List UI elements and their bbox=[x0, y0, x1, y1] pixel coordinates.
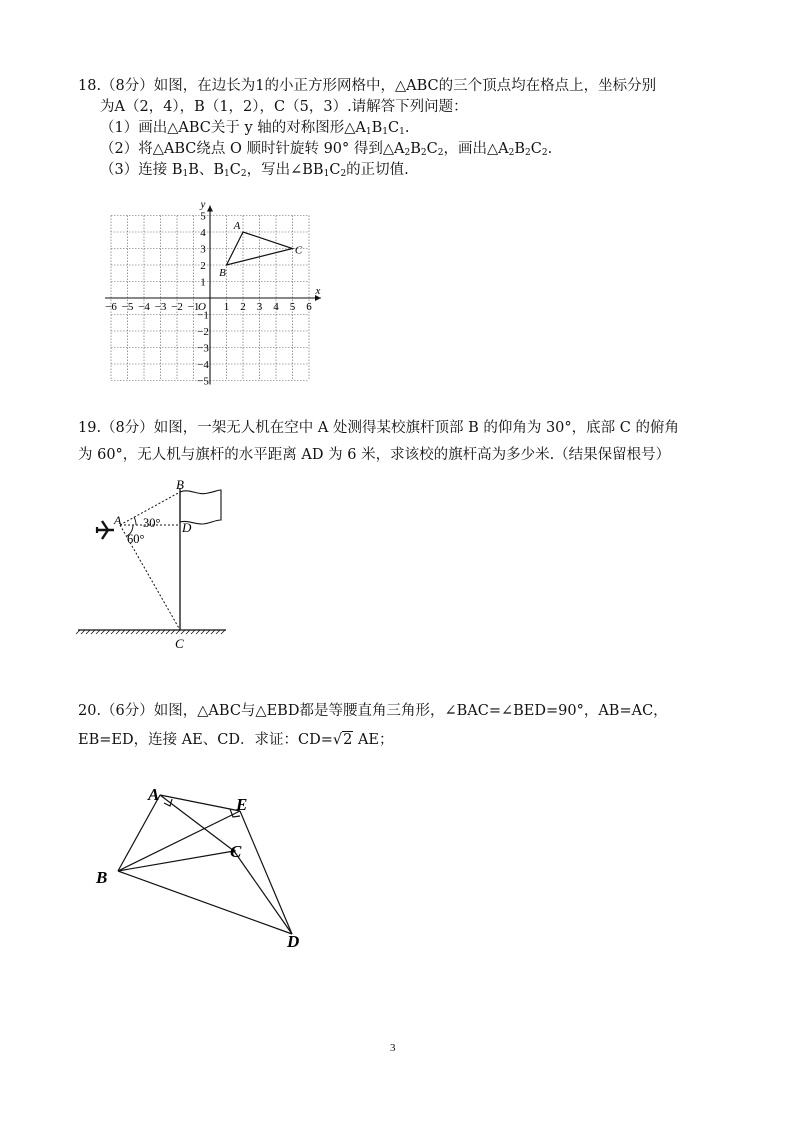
triangles-figure bbox=[90, 782, 320, 954]
q18-part1-sub-b: 1 bbox=[382, 127, 389, 137]
q18-part3-b: B、B bbox=[188, 162, 225, 178]
right-angle-a bbox=[164, 799, 172, 806]
q18-part2-sub-e: 2 bbox=[525, 148, 531, 158]
y-tick-label: −1 bbox=[197, 309, 209, 322]
triangle-abc bbox=[219, 220, 303, 279]
q18-line1: 18.（8分）如图，在边长为1的小正方形网格中，△ABC的三个顶点均在格点上，坐标分别 bbox=[78, 78, 657, 94]
segment-bd bbox=[118, 871, 292, 934]
q18-line2: 为A（2，4），B（1，2），C（5，3）.请解答下列问题： bbox=[100, 99, 468, 115]
q18-part2-c2: C bbox=[530, 141, 542, 157]
q18-part2-sub-f: 2 bbox=[541, 148, 548, 158]
sqrt-radical: √ bbox=[332, 732, 343, 748]
y-tick-label: −2 bbox=[197, 326, 209, 338]
label-c: C bbox=[175, 636, 184, 651]
label-d: D bbox=[182, 520, 192, 535]
x-tick-label: −6 bbox=[105, 301, 117, 313]
axes bbox=[105, 206, 321, 385]
segment-cd bbox=[234, 851, 292, 934]
q18-part3 bbox=[100, 160, 409, 184]
x-tick-label: 5 bbox=[289, 301, 296, 313]
q18-part1-sub-a: 1 bbox=[365, 127, 372, 137]
q18-part3-sub-d: 1 bbox=[323, 169, 330, 179]
q18-part2-sub-c: 2 bbox=[437, 148, 444, 158]
label-e: E bbox=[236, 795, 248, 814]
q18-part2-end: . bbox=[547, 141, 553, 157]
y-tick-label: −3 bbox=[197, 342, 209, 355]
segment-ae bbox=[160, 795, 240, 811]
page-number: 3 bbox=[390, 1042, 396, 1054]
q18-part2-sub-a: 2 bbox=[404, 148, 411, 158]
q18-part2-b: B bbox=[410, 141, 421, 157]
x-tick-label: 1 bbox=[223, 301, 230, 313]
q18-part1-text: （1）画出△ABC关于 y 轴的对称图形△A bbox=[100, 120, 366, 136]
segment-ab bbox=[118, 795, 160, 871]
vertex-label-c: C bbox=[294, 244, 303, 257]
q18-part3-sub-a: 1 bbox=[182, 169, 189, 179]
y-tick-label: 5 bbox=[200, 210, 206, 223]
vertex-label-b: B bbox=[219, 267, 226, 279]
q18-part3-a: （3）连接 B bbox=[100, 162, 183, 178]
q18-part2-b2: B bbox=[514, 141, 525, 157]
flag bbox=[180, 490, 221, 524]
label-a: A bbox=[148, 785, 160, 804]
y-tick-label: 2 bbox=[200, 260, 206, 272]
q18-part2-a: （2）将△ABC绕点 O 顺时针旋转 90° 得到△A bbox=[100, 141, 405, 157]
q18-part3-c: C bbox=[229, 162, 241, 178]
q18-part1-end: . bbox=[404, 120, 410, 136]
y-tick-label: 3 bbox=[200, 243, 206, 256]
q18-part2-sub-b: 2 bbox=[420, 148, 427, 158]
y-axis-arrow bbox=[207, 206, 213, 212]
q20-line2-a: EB=ED，连接 AE、CD．求证：CD= bbox=[78, 732, 333, 748]
angle-arc-up bbox=[134, 517, 136, 525]
x-tick-label: 4 bbox=[273, 301, 279, 313]
q18-part3-e: C bbox=[329, 162, 341, 178]
q18-part2-mid: ，画出△A bbox=[443, 141, 509, 157]
q18-part3-sub-b: 1 bbox=[224, 169, 230, 179]
x-tick-label: 3 bbox=[256, 301, 263, 313]
x-tick-label: −4 bbox=[138, 301, 150, 313]
y-tick-label: −5 bbox=[197, 375, 209, 386]
q20-line1: 20.（6分）如图，△ABC与△EBD都是等腰直角三角形，∠BAC=∠BED=90°，AB=AC， bbox=[78, 703, 668, 719]
x-tick-label: 6 bbox=[306, 301, 312, 313]
flagpole-figure bbox=[74, 470, 234, 652]
label-b: B bbox=[176, 477, 184, 492]
segment-ed bbox=[240, 811, 292, 934]
label-c: C bbox=[230, 842, 242, 861]
label-d: D bbox=[287, 932, 300, 951]
q19-line1: 19.（8分）如图，一架无人机在空中 A 处测得某校旗杆顶部 B 的仰角为 30°，底部 C 的俯角 bbox=[78, 420, 679, 436]
coordinate-grid bbox=[92, 200, 338, 386]
y-tick-label: 1 bbox=[200, 276, 206, 289]
label-b: B bbox=[96, 868, 108, 887]
x-tick-label: 2 bbox=[240, 301, 246, 313]
segment-bc bbox=[118, 851, 234, 871]
tick-labels bbox=[105, 200, 320, 386]
q18-part1-b: B bbox=[371, 120, 383, 136]
q18-part3-sub-c: 2 bbox=[240, 169, 247, 179]
sqrt-number: 2 bbox=[343, 732, 353, 748]
q20-line2 bbox=[78, 730, 394, 750]
drone-icon bbox=[96, 521, 114, 539]
y-tick-label: −4 bbox=[197, 359, 209, 371]
vertex-label-a: A bbox=[233, 220, 241, 232]
origin-label: O bbox=[198, 301, 206, 313]
y-axis-label: y bbox=[200, 200, 206, 211]
sqrt-symbol bbox=[333, 730, 353, 750]
x-axis-label: x bbox=[315, 285, 321, 297]
angle-30-label: 30° bbox=[143, 516, 161, 530]
q18-part3-d: ，写出∠BB bbox=[246, 162, 324, 178]
y-tick-label: 4 bbox=[200, 227, 206, 239]
label-a: A bbox=[114, 513, 122, 527]
x-tick-label: −2 bbox=[171, 301, 183, 313]
q18-part3-sub-e: 2 bbox=[340, 169, 347, 179]
x-tick-label: −1 bbox=[187, 301, 200, 313]
q18-part2-sub-d: 2 bbox=[508, 148, 515, 158]
q18-part2-c: C bbox=[426, 141, 438, 157]
angle-60-label: 60° bbox=[127, 532, 145, 546]
q18-part1-c: C bbox=[388, 120, 400, 136]
q20-line2-b: AE； bbox=[353, 732, 394, 748]
x-tick-label: −5 bbox=[121, 301, 134, 313]
q18-part3-end: 的正切值. bbox=[346, 162, 409, 178]
q19-line2: 为 60°，无人机与旗杆的水平距离 AD 为 6 米，求该校的旗杆高为多少米.（结果保留根号） bbox=[78, 447, 671, 463]
q18-part1-sub-c: 1 bbox=[399, 127, 405, 137]
x-tick-label: −3 bbox=[154, 301, 167, 313]
